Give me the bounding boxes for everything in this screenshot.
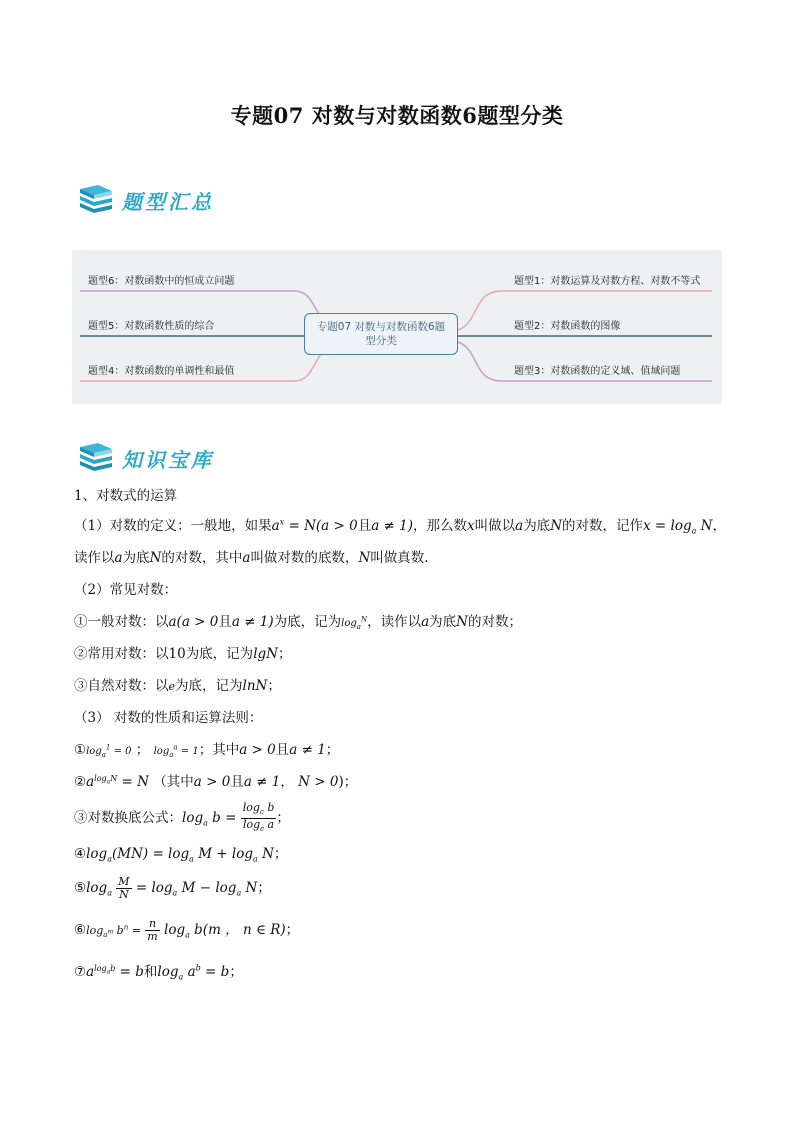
rule-3-change-of-base: ③对数换底公式：$\log_a b$ = $\frac{\log_c b}{\log_c a}$ ； <box>74 801 290 834</box>
rule-6: $⑥\log_{a^m}$ $b^n$ = $\frac{n}{m}$ $\log_a b(m$ ， n ∈ R)； <box>74 917 300 943</box>
book-stack-icon <box>76 183 116 217</box>
mindmap-item-type4: 题型4：对数函数的单调性和最值 <box>88 366 235 377</box>
definition-line-1: （1）对数的定义：一般地，如果$a^x = N(a > 0$且a ≠ 1)，那么数x叫做以a为底N的对数，记作$x = \log_a N$， <box>74 517 726 536</box>
common-log-2: ②常用对数：以10为底，记为lgN； <box>74 646 292 662</box>
mindmap-item-type1: 题型1：对数运算及对数方程、对数不等式 <box>514 276 701 287</box>
rule-4: $④\log_a(MN) = \log_a M + \log_a N$； <box>74 846 288 864</box>
mindmap-item-type5: 题型5：对数函数性质的综合 <box>88 321 215 332</box>
section-label: 知识宝库 <box>122 447 214 472</box>
mindmap-item-type3: 题型3：对数函数的定义域、值域问题 <box>514 366 681 377</box>
common-log-3: ③自然对数：以e为底，记为lnN； <box>74 678 281 694</box>
common-log-1: ①一般对数：以a(a > 0且a ≠ 1)为底，记为$\log_a^N$，读作以a为底N的对数； <box>74 614 522 631</box>
book-stack-icon <box>76 441 116 475</box>
heading-common-logs: （2）常见对数： <box>74 582 178 598</box>
section-header-knowledge <box>76 440 214 476</box>
rule-5: $⑤\log_a$ $\frac{M}{N}$ = $\log_a M - \log_a N$； <box>74 875 271 901</box>
section-label: 题型汇总 <box>122 189 214 214</box>
rule-1: $①\log_a^1 = 0$ ； $\log_a^a = 1$；其中a > 0且a ≠ 1； <box>74 742 340 759</box>
mindmap-center-node: 专题07 对数与对数函数6题型分类 <box>304 313 458 355</box>
section-header-summary <box>76 182 214 218</box>
rule-7: $⑦a^{log_ab} = b$和$\log_a a^b = b$； <box>74 963 243 982</box>
definition-line-2: 读作以a为底N的对数，其中a叫做对数的底数，N叫做真数. <box>74 550 429 566</box>
mindmap <box>72 250 722 404</box>
page-title: 专题07 对数与对数函数6题型分类 <box>230 103 564 128</box>
mindmap-item-type2: 题型2：对数函数的图像 <box>514 321 621 332</box>
heading-log-properties: （3） 对数的性质和运算法则： <box>74 710 263 726</box>
mindmap-item-type6: 题型6：对数函数中的恒成立问题 <box>88 276 235 287</box>
rule-2: $②a^{log_aN} = N$ （其中a > 0且a ≠ 1， N > 0)； <box>74 773 358 790</box>
heading-log-operations: 1、对数式的运算 <box>74 488 178 504</box>
